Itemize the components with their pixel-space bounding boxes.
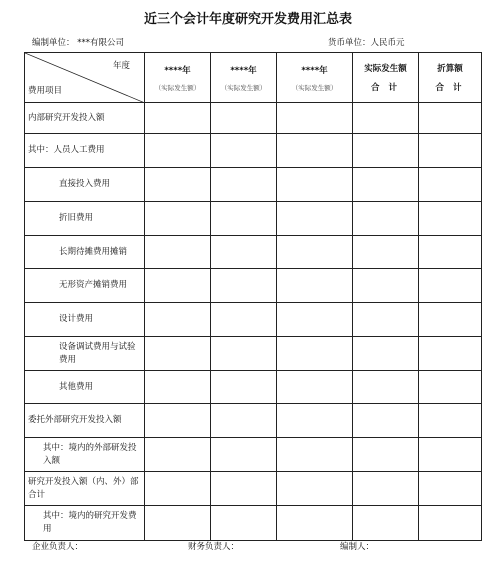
table-cell[interactable] <box>211 134 277 168</box>
preparing-unit-value: ***有限公司 <box>77 38 124 48</box>
actual-total-sum-label: 合 计 <box>371 83 400 93</box>
table-cell[interactable] <box>353 202 419 236</box>
table-cell[interactable] <box>419 236 482 269</box>
table-cell[interactable] <box>419 168 482 202</box>
table-cell[interactable] <box>145 371 211 404</box>
table-cell[interactable] <box>211 506 277 541</box>
preparing-unit-label: 编制单位： <box>32 38 75 48</box>
table-row <box>25 168 482 202</box>
table-row <box>25 269 482 303</box>
table-cell[interactable] <box>353 236 419 269</box>
table-cell[interactable] <box>419 472 482 506</box>
row-label: 研究开发投入额（内、外）部合计 <box>25 472 145 506</box>
table-cell[interactable] <box>419 404 482 438</box>
table-cell[interactable] <box>145 472 211 506</box>
row-label: 设计费用 <box>25 303 145 337</box>
table-row <box>25 103 482 134</box>
table-cell[interactable] <box>353 506 419 541</box>
row-label: 长期待摊费用摊销 <box>25 236 145 269</box>
year-1-header <box>145 53 211 103</box>
table-cell[interactable] <box>419 337 482 371</box>
table-row <box>25 472 482 506</box>
page-title: 近三个会计年度研究开发费用汇总表 <box>143 12 352 27</box>
corner-year-label: 年度 <box>112 61 130 71</box>
table-cell[interactable] <box>353 337 419 371</box>
table-cell[interactable] <box>353 103 419 134</box>
table-cell[interactable] <box>211 103 277 134</box>
table-cell[interactable] <box>211 337 277 371</box>
table-cell[interactable] <box>353 371 419 404</box>
table-cell[interactable] <box>211 438 277 472</box>
header-row <box>25 53 482 103</box>
table-cell[interactable] <box>277 371 353 404</box>
table-row <box>25 202 482 236</box>
rd-expense-table <box>24 52 482 541</box>
year-3-header <box>277 53 353 103</box>
table-cell[interactable] <box>277 506 353 541</box>
row-label: 直接投入费用 <box>25 168 145 202</box>
preparing-unit <box>32 36 124 48</box>
table-cell[interactable] <box>277 438 353 472</box>
table-row <box>25 404 482 438</box>
table-cell[interactable] <box>211 202 277 236</box>
table-cell[interactable] <box>277 404 353 438</box>
year-1-label: ****年 <box>164 65 191 76</box>
preparer-signature-label: 编制人： <box>340 542 375 552</box>
table-cell[interactable] <box>353 168 419 202</box>
year-1-sub: （实际发生额） <box>154 83 201 92</box>
table-cell[interactable] <box>145 337 211 371</box>
table-cell[interactable] <box>277 134 353 168</box>
table-cell[interactable] <box>211 168 277 202</box>
table-cell[interactable] <box>145 103 211 134</box>
row-label: 内部研究开发投入额 <box>25 103 145 134</box>
row-label: 其中：人员人工费用 <box>25 134 145 168</box>
corner-item-label: 费用项目 <box>28 86 63 96</box>
table-row <box>25 303 482 337</box>
table-cell[interactable] <box>277 202 353 236</box>
table-cell[interactable] <box>353 303 419 337</box>
table-cell[interactable] <box>277 236 353 269</box>
table-cell[interactable] <box>277 303 353 337</box>
table-row <box>25 371 482 404</box>
converted-total-sum-label: 合 计 <box>435 83 465 93</box>
year-2-header <box>211 53 277 103</box>
table-cell[interactable] <box>353 472 419 506</box>
table-cell[interactable] <box>145 269 211 303</box>
table-cell[interactable] <box>145 168 211 202</box>
row-label: 其中：境内的研究开发费用 <box>25 506 145 541</box>
finance-signature-label: 财务负责人： <box>188 542 240 552</box>
table-cell[interactable] <box>419 506 482 541</box>
table-cell[interactable] <box>145 404 211 438</box>
table-cell[interactable] <box>353 134 419 168</box>
table-cell[interactable] <box>419 438 482 472</box>
year-3-sub: （实际发生额） <box>291 83 338 92</box>
table-row <box>25 337 482 371</box>
table-cell[interactable] <box>419 371 482 404</box>
actual-total-label: 实际发生额 <box>364 64 407 74</box>
table-cell[interactable] <box>211 269 277 303</box>
table-row <box>25 438 482 472</box>
table-cell[interactable] <box>419 103 482 134</box>
table-cell[interactable] <box>145 506 211 541</box>
table-cell[interactable] <box>145 134 211 168</box>
table-cell[interactable] <box>211 303 277 337</box>
leader-signature-label: 企业负责人： <box>32 542 84 552</box>
table-cell[interactable] <box>277 103 353 134</box>
table-cell[interactable] <box>277 168 353 202</box>
table-cell[interactable] <box>145 303 211 337</box>
table-cell[interactable] <box>353 269 419 303</box>
table-row <box>25 506 482 541</box>
table-cell[interactable] <box>145 438 211 472</box>
year-3-label: ****年 <box>301 65 328 76</box>
actual-total-header <box>353 53 419 103</box>
table-cell[interactable] <box>211 236 277 269</box>
row-label: 其他费用 <box>25 371 145 404</box>
table-cell[interactable] <box>211 404 277 438</box>
table-row <box>25 236 482 269</box>
converted-total-label: 折算额 <box>437 64 463 74</box>
table-cell[interactable] <box>353 404 419 438</box>
table-cell[interactable] <box>419 269 482 303</box>
table-cell[interactable] <box>419 134 482 168</box>
currency-unit: 货币单位：人民币元 <box>328 38 405 48</box>
row-label: 折旧费用 <box>25 202 145 236</box>
table-row <box>25 134 482 168</box>
table-cell[interactable] <box>353 438 419 472</box>
year-2-label: ****年 <box>230 65 257 76</box>
table-cell[interactable] <box>211 472 277 506</box>
table-cell[interactable] <box>277 269 353 303</box>
table-cell[interactable] <box>277 472 353 506</box>
table-cell[interactable] <box>419 303 482 337</box>
converted-total-header <box>419 53 482 103</box>
table-cell[interactable] <box>277 337 353 371</box>
table-cell[interactable] <box>145 202 211 236</box>
table-cell[interactable] <box>211 371 277 404</box>
row-label: 其中：境内的外部研发投入额 <box>25 438 145 472</box>
header-corner-cell <box>25 53 145 103</box>
row-label: 委托外部研究开发投入额 <box>25 404 145 438</box>
row-label: 无形资产摊销费用 <box>25 269 145 303</box>
year-2-sub: （实际发生额） <box>220 83 267 92</box>
table-cell[interactable] <box>419 202 482 236</box>
table-cell[interactable] <box>145 236 211 269</box>
row-label: 设备调试费用与试验费用 <box>25 337 145 371</box>
